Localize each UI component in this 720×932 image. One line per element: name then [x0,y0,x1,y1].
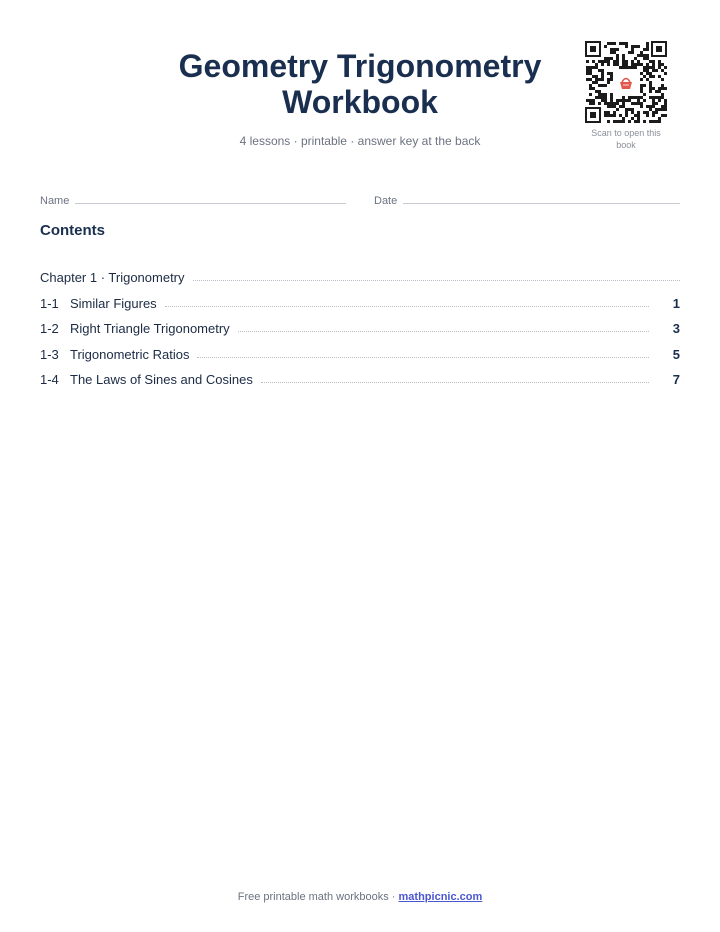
dot-leader [238,331,649,332]
page-title: Geometry Trigonometry Workbook [178,48,542,120]
name-label: Name [40,195,70,207]
footer-text: Free printable math workbooks · [237,891,399,903]
contents-heading: Contents [40,222,105,239]
lesson-title: Similar Figures [70,295,157,311]
name-field[interactable] [40,195,346,207]
toc-row[interactable] [40,285,680,311]
lesson-number: 1-1 [40,295,59,311]
page-subtitle: 4 lessons · printable · answer key at the back [239,134,481,148]
dot-leader [197,357,649,358]
date-line [403,203,680,204]
chapter-title: Chapter 1 · Trigonometry [40,270,185,285]
lesson-number: 1-3 [40,346,59,362]
lesson-page: 7 [672,372,680,387]
qr-block [576,41,676,151]
toc-row[interactable] [40,362,680,388]
lesson-title: The Laws of Sines and Cosines [70,372,253,387]
toc-chapter[interactable] [40,258,680,285]
lesson-number: 1-4 [40,372,59,387]
table-of-contents [40,258,680,387]
footer-link[interactable]: mathpicnic.com [398,891,483,903]
lesson-number: 1-2 [40,321,59,336]
lesson-title: Right Triangle Trigonometry [70,321,230,336]
dot-leader [261,382,649,383]
lesson-page: 5 [672,346,680,362]
lesson-page: 3 [672,321,680,336]
date-field[interactable] [374,195,680,207]
dot-leader [193,280,680,281]
name-line [75,203,346,204]
toc-row[interactable] [40,311,680,337]
lesson-title: Trigonometric Ratios [70,346,190,362]
date-label: Date [374,195,398,207]
lesson-page: 1 [672,295,680,311]
name-date-fields [40,195,680,209]
footer [0,891,720,903]
toc-row[interactable] [40,336,680,362]
dot-leader [165,306,649,307]
title-block [160,48,560,148]
workbook-page [40,0,680,932]
qr-code[interactable] [585,41,667,123]
qr-caption: Scan to open this book [591,128,661,150]
